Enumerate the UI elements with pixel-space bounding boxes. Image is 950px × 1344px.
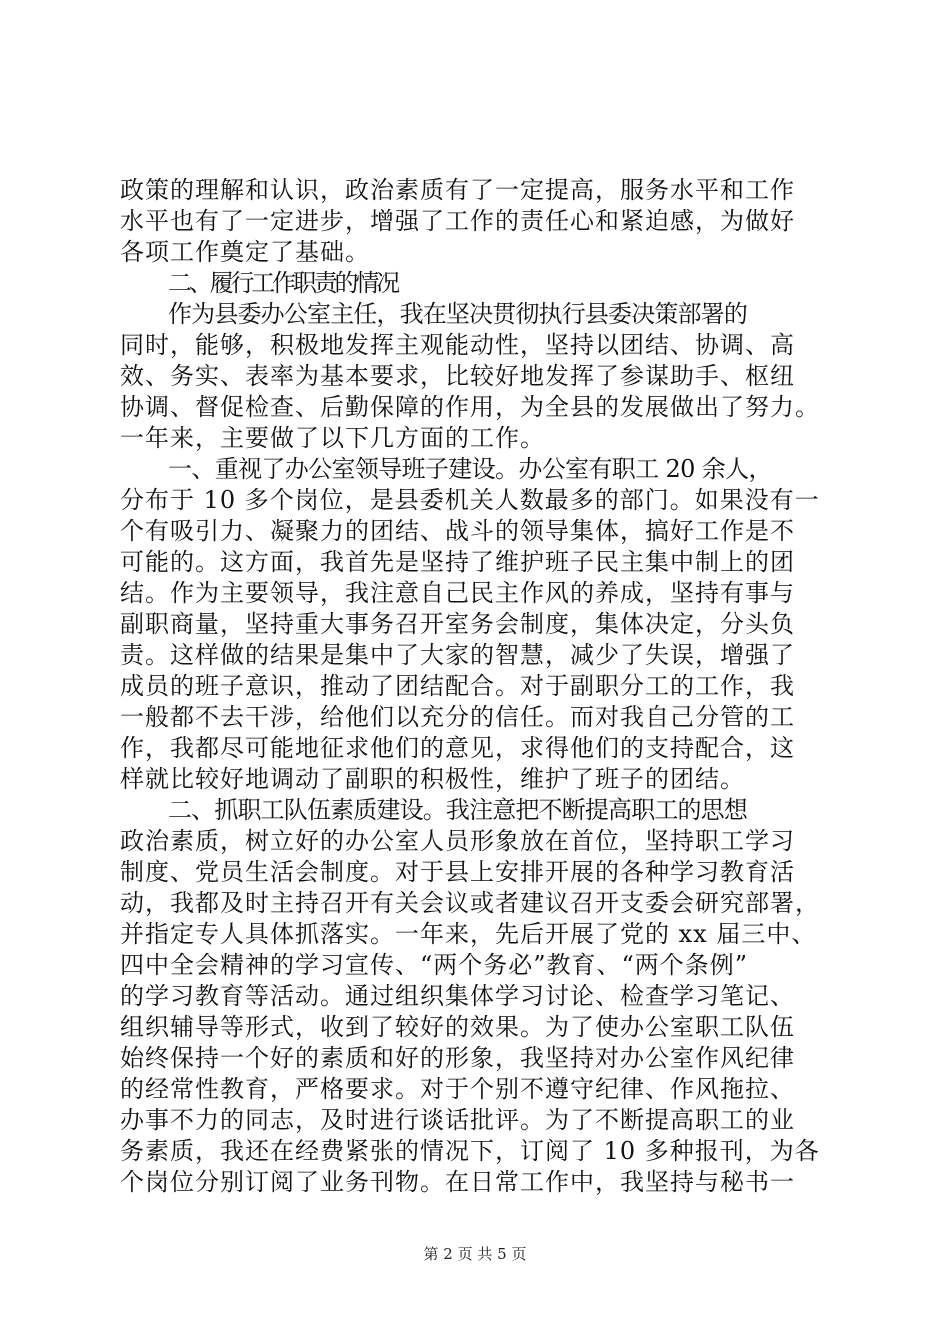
text-line: 动，我都及时主持召开有关会议或者建议召开支委会研究部署，: [120, 889, 820, 917]
text-line: 分布于 10 多个岗位，是县委机关人数最多的部门。如果没有一: [120, 486, 820, 514]
text-line: 政策的理解和认识，政治素质有了一定提高，服务水平和工作: [120, 176, 795, 204]
text-line: 可能的。这方面，我首先是坚持了维护班子民主集中制上的团: [120, 548, 795, 576]
text-line: 水平也有了一定进步，增强了工作的责任心和紧迫感，为做好: [120, 207, 795, 235]
text-line: 政治素质，树立好的办公室人员形象放在首位，坚持职工学习: [120, 827, 795, 855]
text-line: 各项工作奠定了基础。: [120, 238, 370, 266]
text-line: 一般都不去干涉，给他们以充分的信任。而对我自己分管的工: [120, 703, 795, 731]
text-line: 个有吸引力、凝聚力的团结、战斗的领导集体，搞好工作是不: [120, 517, 795, 545]
text-line: 办事不力的同志，及时进行谈话批评。为了不断提高职工的业: [120, 1106, 795, 1134]
text-line: 制度、党员生活会制度。对于县上安排开展的各种学习教育活: [120, 858, 795, 886]
text-line: 效、务实、表率为基本要求，比较好地发挥了参谋助手、枢纽: [120, 362, 795, 390]
text-line: 二、抓职工队伍素质建设。我注意把不断提高职工的思想: [168, 796, 747, 824]
text-line: 同时，能够，积极地发挥主观能动性，坚持以团结、协调、高: [120, 331, 795, 359]
section-heading: 二、履行工作职责的情况: [168, 269, 397, 297]
text-line: 的经常性教育，严格要求。对于个别不遵守纪律、作风拖拉、: [120, 1075, 795, 1103]
text-line: 副职商量，坚持重大事务召开室务会制度，集体决定，分头负: [120, 610, 795, 638]
text-line: 责。这样做的结果是集中了大家的智慧，减少了失误，增强了: [120, 641, 795, 669]
text-line: 一年来，主要做了以下几方面的工作。: [120, 424, 545, 452]
text-line: 并指定专人具体抓落实。一年来，先后开展了党的 xx 届三中、: [120, 920, 817, 948]
text-line: 的学习教育等活动。通过组织集体学习讨论、检查学习笔记、: [120, 982, 795, 1010]
text-line: 始终保持一个好的素质和好的形象，我坚持对办公室作风纪律: [120, 1044, 795, 1072]
text-line: 成员的班子意识，推动了团结配合。对于副职分工的工作，我: [120, 672, 795, 700]
text-line: 样就比较好地调动了副职的积极性，维护了班子的团结。: [120, 765, 745, 793]
text-line: 作，我都尽可能地征求他们的意见，求得他们的支持配合，这: [120, 734, 795, 762]
text-line: 务素质，我还在经费紧张的情况下，订阅了 10 多种报刊，为各: [120, 1137, 820, 1165]
text-line: 作为县委办公室主任，我在坚决贯彻执行县委决策部署的: [168, 300, 747, 328]
text-line: 组织辅导等形式，收到了较好的效果。为了使办公室职工队伍: [120, 1013, 795, 1041]
page-footer: 第 2 页 共 5 页: [423, 1245, 527, 1263]
text-line: 协调、督促检查、后勤保障的作用，为全县的发展做出了努力。: [120, 393, 820, 421]
text-line: 结。作为主要领导，我注意自己民主作风的养成，坚持有事与: [120, 579, 795, 607]
text-line: 一、重视了办公室领导班子建设。办公室有职工 20 余人，: [168, 455, 772, 483]
text-line: 四中全会精神的学习宣传、“两个务必”教育、“两个条例”: [120, 951, 749, 979]
text-line: 个岗位分别订阅了业务刊物。在日常工作中，我坚持与秘书一: [120, 1168, 795, 1196]
